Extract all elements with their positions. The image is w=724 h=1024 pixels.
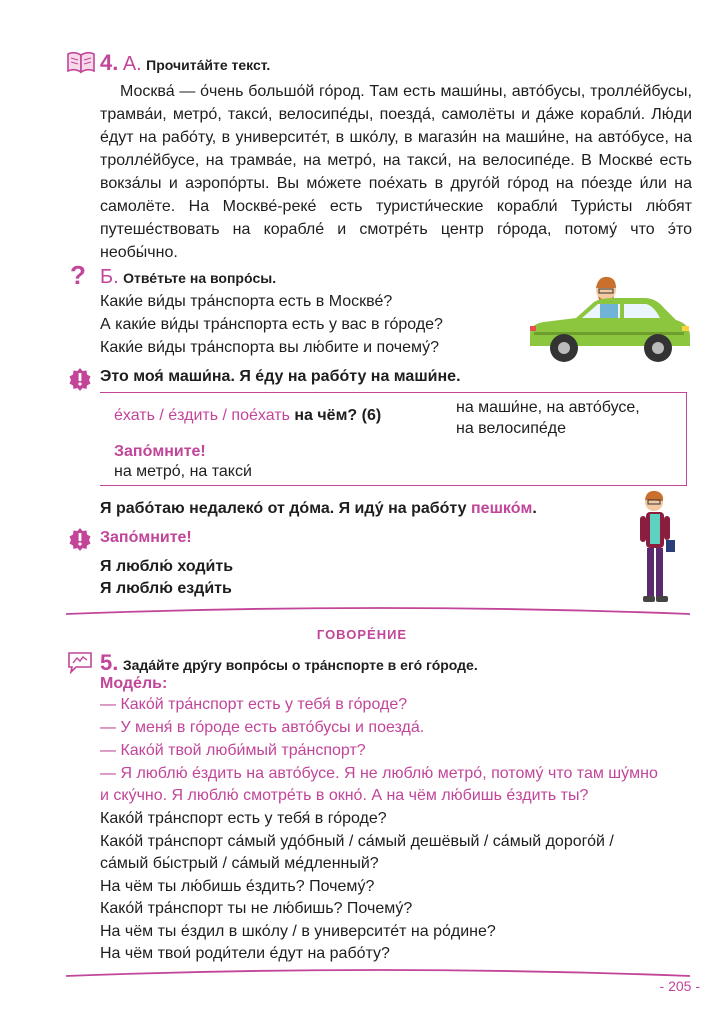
car-illustration — [524, 262, 694, 366]
remember-line: Я люблю́ езди́ть — [100, 580, 232, 597]
question-line: Како́й тра́нспорт есть у тебя́ в го́роде? — [100, 810, 387, 827]
remember-label: Запо́мните! — [114, 443, 206, 460]
instruction: Отве́тьте на вопро́сы. — [123, 270, 277, 286]
walk-sentence — [100, 500, 537, 518]
instruction: Зада́йте дру́гу вопро́сы о тра́нспорте в его́ го́роде. — [122, 657, 478, 673]
model-line: — Како́й твой люби́мый тра́нспорт? — [100, 742, 366, 759]
exclamation-icon — [68, 527, 92, 551]
exercise-number: 4. — [100, 50, 119, 75]
case-question: на чём? (6) — [294, 407, 382, 424]
exercise-number: 5. — [100, 650, 119, 675]
page-number: - 205 - — [659, 978, 700, 994]
question-line: Како́й тра́нспорт ты не лю́бишь? Почему́? — [100, 900, 413, 917]
walk-highlight: пешко́м — [471, 500, 533, 517]
part-letter: Б. — [100, 266, 119, 288]
examples — [456, 397, 640, 439]
question-line: Каки́е ви́ды тра́нспорта есть в Москве́? — [100, 293, 393, 310]
remember-title: Запо́мните! — [100, 529, 192, 546]
question-line: На чём ты лю́бишь е́здить? Почему́? — [100, 878, 375, 895]
reading-paragraph: Москва́ — о́чень большо́й го́род. Там есть маши́ны, авто́бусы, тролле́йбусы, трамва́и, метро́, такси́, велосипе́ды, поезда́, самолёты и да́же корабли́. Лю́ди е́дут на рабо́ту, в университе́т, в шко́лу, в магази́н на маши́не, на авто́бусе, на тролле́йбусе, на трамва́е, на метро́, на такси́, на велосипе́де. В Москве́ есть вокза́лы и аэропо́рты. Вы мо́жете пое́хать в друго́й го́род на по́езде и́ли на самолёте. На Москве́-реке́ есть туристи́ческие корабли́ Тури́сты лю́бят путеше́ствовать на корабле́ и смотре́ть центр го́рода, потому́ что э́то необы́чно. — [100, 83, 692, 261]
walking-man-illustration — [630, 488, 680, 608]
model-line: и ску́чно. Я люблю́ смотре́ть в окно́. А на чём лю́бишь е́здить ты? — [100, 787, 589, 804]
question-mark-icon: ? — [70, 260, 86, 290]
grammar-box — [100, 392, 687, 486]
model-label: Моде́ль: — [100, 675, 168, 692]
question-line: А каки́е ви́ды тра́нспорта есть у вас в го́роде? — [100, 316, 443, 333]
instruction: Прочита́йте текст. — [146, 57, 271, 73]
verb-forms: е́хать / е́здить / пое́хать — [114, 407, 290, 424]
question-line: са́мый бы́стрый / са́мый ме́дленный? — [100, 855, 379, 872]
question-line: На чём ты е́здил в шко́лу / в университе́т на ро́дине? — [100, 923, 496, 940]
question-line: На чём твои́ роди́тели е́дут на рабо́ту? — [100, 945, 390, 962]
exercise-4-header — [100, 50, 270, 76]
section-title: ГОВОРЕ́НИЕ — [316, 627, 408, 642]
reading-text — [100, 80, 692, 264]
example-line: на маши́не, на авто́бусе, — [456, 399, 640, 416]
exclamation-icon — [68, 367, 92, 391]
model-line: — У меня́ в го́роде есть авто́бусы и поезда́. — [100, 719, 425, 736]
grammar-rule — [114, 407, 381, 425]
part-b-header — [100, 266, 276, 289]
example-line: на велосипе́де — [456, 420, 567, 437]
remember-line: Я люблю́ ходи́ть — [100, 558, 234, 575]
walk-prefix: Я рабо́таю недалеко́ от до́ма. Я иду́ на рабо́ту — [100, 500, 471, 517]
book-icon — [66, 50, 96, 74]
speech-bubble-icon — [66, 650, 94, 674]
part-letter: А. — [122, 53, 142, 75]
section-divider — [66, 604, 690, 618]
footer-divider — [66, 966, 690, 980]
remember-text: на метро́, на такси́ — [114, 463, 252, 480]
walk-suffix: . — [532, 500, 537, 517]
note-sentence: Это моя́ маши́на. Я е́ду на рабо́ту на маши́не. — [100, 368, 461, 385]
model-line: — Я люблю́ е́здить на авто́бусе. Я не люблю́ метро́, потому́ что там шу́мно — [100, 765, 658, 782]
model-line: — Како́й тра́нспорт есть у тебя́ в го́роде? — [100, 696, 408, 713]
question-line: Како́й тра́нспорт са́мый удо́бный / са́мый дешёвый / са́мый дорого́й / — [100, 833, 614, 850]
question-line: Каки́е ви́ды тра́нспорта вы лю́бите и почему́? — [100, 339, 440, 356]
exercise-5-header — [100, 650, 478, 676]
